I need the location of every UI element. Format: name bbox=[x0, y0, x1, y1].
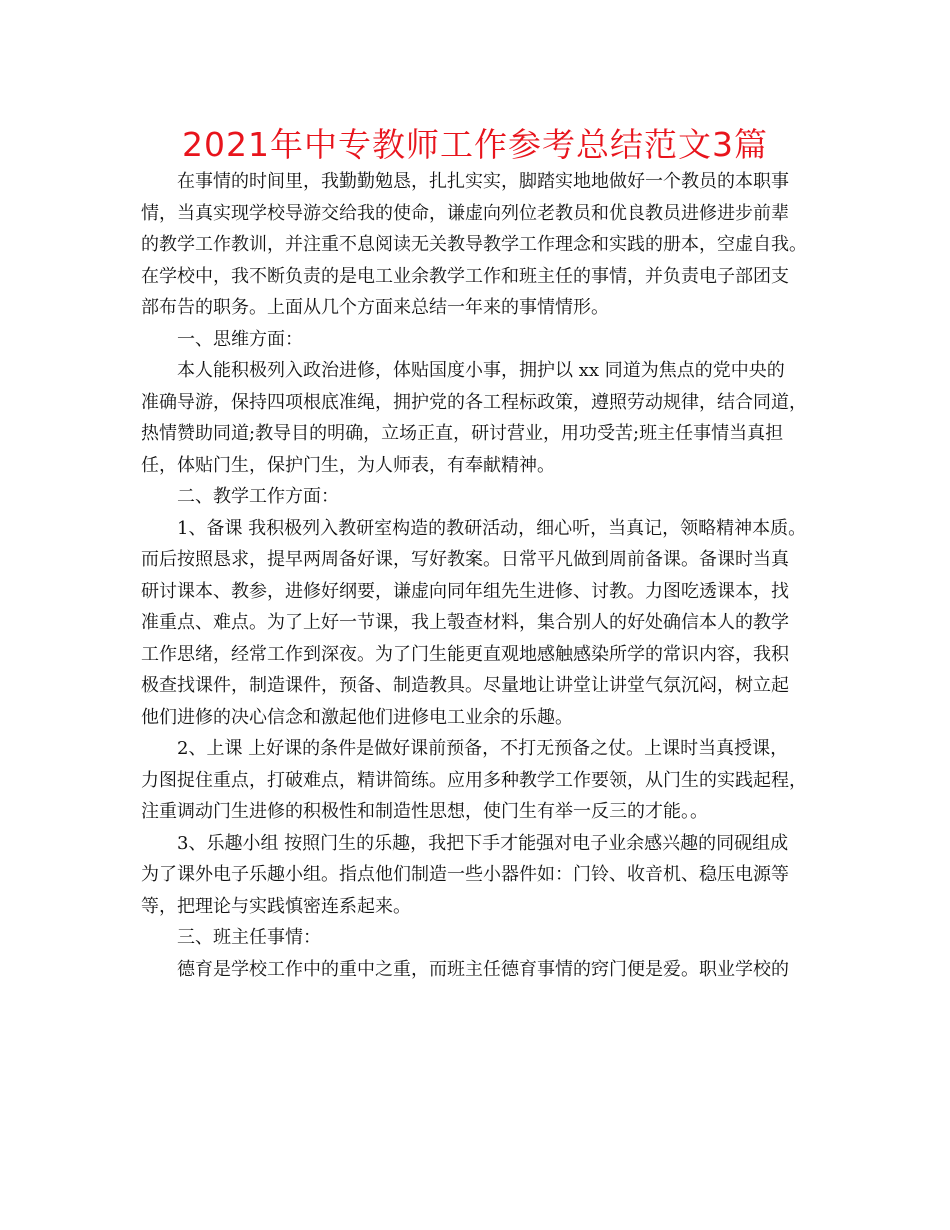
text-line: 1、备课 我积极列入教研室构造的教研活动，细心听，当真记，领略精神本质。 bbox=[177, 517, 807, 539]
text-line: 而后按照恳求，提早两周备好课，写好教案。日常平凡做到周前备课。备课时当真 bbox=[141, 549, 789, 570]
text-line: 部布告的职务。上面从几个方面来总结一年来的事情情形。 bbox=[141, 297, 609, 318]
text-line: 等，把理论与实践慎密连系起来。 bbox=[141, 895, 411, 917]
text-line: 2、上课 上好课的条件是做好课前预备，不打无预备之仗。上课时当真授课， bbox=[177, 738, 789, 759]
document-title: 2021年中专教师工作参考总结范文3篇 bbox=[182, 125, 768, 164]
text-line: 三、班主任事情： bbox=[177, 927, 321, 948]
text-line: 为了课外电子乐趣小组。指点他们制造一些小器件如：门铃、收音机、稳压电源等 bbox=[141, 864, 789, 885]
text-line: 本人能积极列入政治进修，体贴国度小事，拥护以 xx 同道为焦点的党中央的 bbox=[177, 360, 785, 381]
text-line: 德育是学校工作中的重中之重，而班主任德育事情的窍门便是爱。职业学校的 bbox=[177, 958, 789, 980]
text-line: 一、思维方面： bbox=[177, 328, 303, 350]
text-line: 在学校中，我不断负责的是电工业余教学工作和班主任的事情，并负责电子部团支 bbox=[141, 265, 789, 287]
text-line: 情，当真实现学校导游交给我的使命，谦虚向列位老教员和优良教员进修进步前辈 bbox=[141, 202, 789, 224]
text-line: 他们进修的决心信念和激起他们进修电工业余的乐趣。 bbox=[141, 706, 573, 728]
text-line: 热情赞助同道;教导目的明确，立场正直，研讨营业，用功受苦;班主任事情当真担 bbox=[141, 423, 784, 444]
text-line: 二、教学工作方面： bbox=[177, 486, 339, 507]
text-line: 研讨课本、教参，进修好纲要，谦虚向同年组先生进修、讨教。力图吃透课本，找 bbox=[141, 580, 789, 602]
text-line: 准确导游，保持四项根底准绳，拥护党的各工程标政策，遵照劳动规律，结合同道， bbox=[141, 391, 807, 413]
text-line: 注重调动门生进修的积极性和制造性思想，使门生有举一反三的才能。。 bbox=[141, 801, 708, 822]
text-line: 的教学工作教训，并注重不息阅读无关教导教学工作理念和实践的册本，空虚自我。 bbox=[141, 234, 807, 255]
document-body bbox=[141, 166, 817, 985]
text-line: 力图捉住重点，打破难点，精讲简练。应用多种教学工作要领，从门生的实践起程， bbox=[141, 769, 807, 791]
text-line: 准重点、难点。为了上好一节课，我上彀查材料，集合别人的好处确信本人的教学 bbox=[141, 612, 789, 633]
text-line: 任，体贴门生，保护门生，为人师表，有奉献精神。 bbox=[141, 454, 555, 476]
text-line: 极查找课件，制造课件，预备、制造教具。尽量地让讲堂让讲堂气氛沉闷，树立起 bbox=[141, 675, 789, 696]
text-line: 3、乐趣小组 按照门生的乐趣，我把下手才能强对电子业余感兴趣的同砚组成 bbox=[177, 832, 789, 854]
text-line: 工作思绪，经常工作到深夜。为了门生能更直观地感触感染所学的常识内容，我积 bbox=[141, 643, 789, 665]
text-line: 在事情的时间里，我勤勤勉恳，扎扎实实，脚踏实地地做好一个教员的本职事 bbox=[177, 171, 789, 192]
